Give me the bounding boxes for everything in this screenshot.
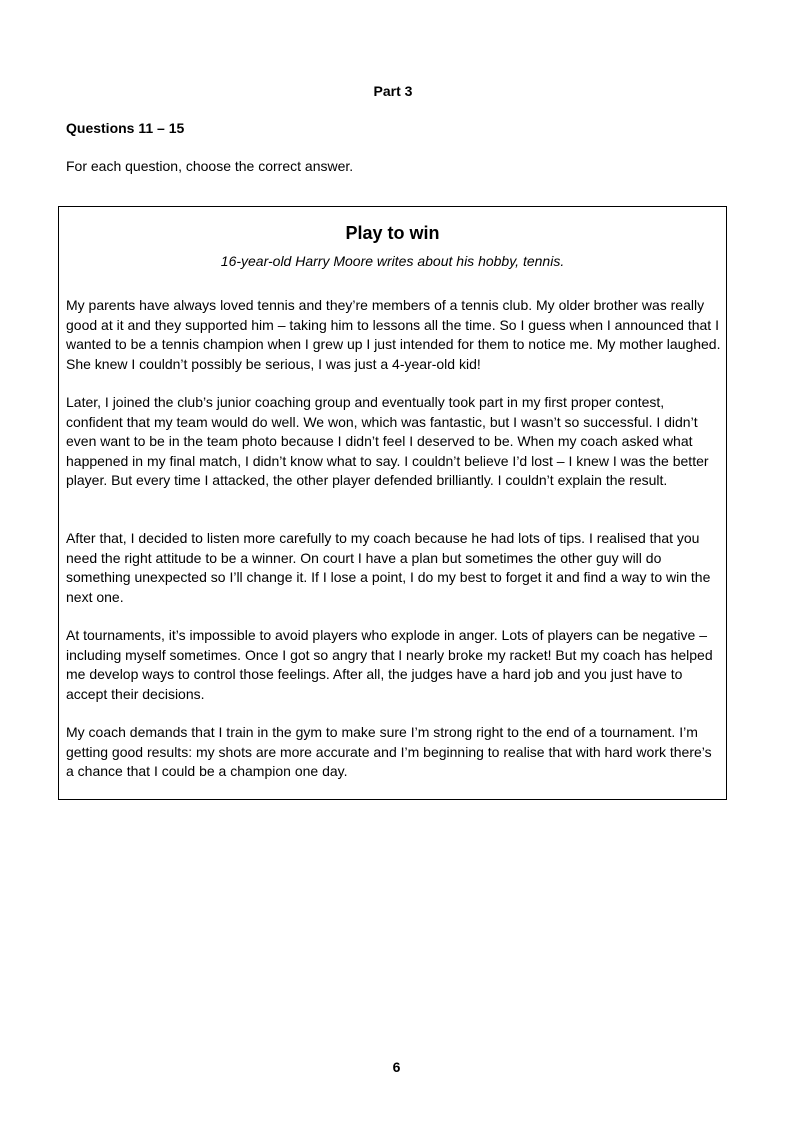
- article-title: Play to win: [345, 223, 440, 243]
- page-number: 6: [392, 1059, 401, 1075]
- article-paragraph-3: After that, I decided to listen more carefully to my coach because he had lots of tips. I realised that you need the right attitude to be a winner. On court I have a plan but sometimes the other guy will do something unexpected so I’ll change it. If I lose a point, I do my best to forget it and find a way to win the next one.: [66, 530, 711, 605]
- article-paragraph-4: At tournaments, it’s impossible to avoid players who explode in anger. Lots of players can be negative – including myself sometimes. Once I got so angry that I nearly broke my racket! But my coach has helped me develop ways to control those feelings. After all, the judges have a hard job and you just have to accept their decisions.: [66, 627, 713, 702]
- questions-heading: Questions 11 – 15: [66, 120, 185, 136]
- article-paragraph-2: Later, I joined the club’s junior coaching group and eventually took part in my first proper contest, confident that my team would do well. We won, which was fantastic, but I wasn’t so successful. I didn’t even want to be in the team photo because I didn’t feel I deserved to be. When my coach asked what happened in my final match, I didn’t know what to say. I couldn’t believe I’d lost – I knew I was the better player. But every time I attacked, the other player defended brilliantly. I couldn’t explain the result.: [66, 394, 709, 488]
- article-subtitle: 16-year-old Harry Moore writes about his hobby, tennis.: [220, 253, 565, 269]
- instruction-text: For each question, choose the correct answer.: [66, 158, 354, 174]
- part-heading: Part 3: [373, 83, 413, 99]
- article-paragraph-1: My parents have always loved tennis and they’re members of a tennis club. My older brother was really good at it and they supported him – taking him to lessons all the time. So I guess when I announced that I wanted to be a tennis champion when I grew up I just intended for them to notice me. My mother laughed. She knew I couldn’t possibly be serious, I was just a 4-year-old kid!: [66, 297, 721, 372]
- article-paragraph-5: My coach demands that I train in the gym to make sure I’m strong right to the end of a tournament. I’m getting good results: my shots are more accurate and I’m beginning to realise that with hard work there’s a chance that I could be a champion one day.: [66, 724, 712, 779]
